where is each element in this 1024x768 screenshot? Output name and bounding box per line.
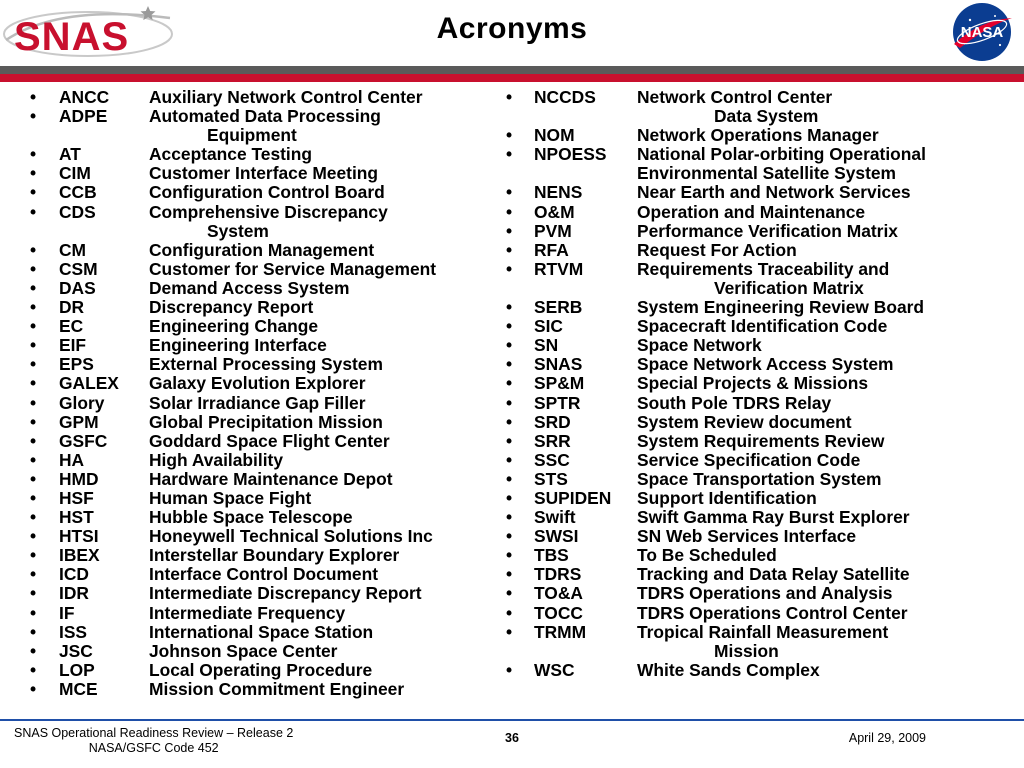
acronym-definition <box>30 451 500 470</box>
acronym-abbreviation: GALEX <box>59 373 119 394</box>
acronym-abbreviation: GSFC <box>59 430 108 451</box>
bullet-icon: • <box>506 354 513 375</box>
acronym-abbreviation: SERB <box>534 297 583 318</box>
acronym-definition-text: External Processing System <box>149 354 383 375</box>
acronym-abbreviation: CDS <box>59 201 96 222</box>
acronym-definition-continuation: Environmental Satellite System <box>637 163 897 184</box>
acronym-definition <box>506 355 1016 374</box>
bullet-icon: • <box>506 392 513 413</box>
bullet-icon: • <box>30 507 37 528</box>
acronym-definition-text: Comprehensive Discrepancy <box>149 201 388 222</box>
acronym-abbreviation: TO&A <box>534 583 583 604</box>
acronym-row <box>30 241 500 260</box>
acronym-definition-continuation: Equipment <box>207 125 297 146</box>
acronym-abbreviation: SRR <box>534 430 571 451</box>
bullet-icon: • <box>30 602 37 623</box>
bullet-icon: • <box>30 106 37 127</box>
acronym-abbreviation: SP&M <box>534 373 585 394</box>
acronym-row <box>506 508 1016 527</box>
acronym-definition <box>506 661 1016 680</box>
acronym-row <box>30 489 500 508</box>
bullet-icon: • <box>30 239 37 260</box>
acronym-definition-text: Auxiliary Network Control Center <box>149 87 423 107</box>
acronym-definition-text: Operation and Maintenance <box>637 201 866 222</box>
acronym-row <box>30 164 500 183</box>
bullet-icon: • <box>30 659 37 680</box>
acronym-definition-text: Support Identification <box>637 487 817 508</box>
acronym-definition <box>506 336 1016 355</box>
acronym-definition <box>30 241 500 260</box>
bullet-icon: • <box>30 182 37 203</box>
acronym-abbreviation: EPS <box>59 354 94 375</box>
acronym-definition <box>506 546 1016 565</box>
acronym-abbreviation: CM <box>59 239 87 260</box>
acronym-row <box>30 336 500 355</box>
acronym-abbreviation: IBEX <box>59 545 100 566</box>
bullet-icon: • <box>506 239 513 260</box>
acronym-row <box>506 661 1016 680</box>
bullet-icon: • <box>30 487 37 508</box>
acronym-row <box>30 604 500 623</box>
acronym-row <box>30 546 500 565</box>
acronym-row <box>30 279 500 298</box>
acronym-row <box>30 394 500 413</box>
acronym-definition-text: Local Operating Procedure <box>149 659 373 680</box>
acronym-row <box>30 107 500 145</box>
acronym-definition-text: Interstellar Boundary Explorer <box>149 545 400 566</box>
acronym-row <box>30 432 500 451</box>
acronym-definition-text: To Be Scheduled <box>637 545 777 566</box>
bullet-icon: • <box>30 449 37 470</box>
acronym-row <box>30 527 500 546</box>
acronym-row <box>506 298 1016 317</box>
acronym-row <box>506 222 1016 241</box>
acronym-row <box>506 413 1016 432</box>
acronym-definition-text: National Polar-orbiting Operational <box>637 144 926 165</box>
nasa-logo <box>940 0 1024 66</box>
acronym-definition <box>30 203 500 241</box>
acronym-row <box>30 183 500 202</box>
slide-header <box>0 0 1024 66</box>
bullet-icon: • <box>30 583 37 604</box>
acronym-row <box>506 88 1016 126</box>
acronym-row <box>30 317 500 336</box>
acronym-abbreviation: PVM <box>534 220 572 241</box>
acronym-definition-text: TDRS Operations Control Center <box>637 602 908 623</box>
bullet-icon: • <box>506 526 513 547</box>
bullet-icon: • <box>506 258 513 279</box>
acronym-definition-text: Honeywell Technical Solutions Inc <box>149 526 433 547</box>
bullet-icon: • <box>30 564 37 585</box>
bullet-icon: • <box>506 125 513 146</box>
acronym-row <box>506 183 1016 202</box>
bullet-icon: • <box>506 449 513 470</box>
acronym-row <box>30 145 500 164</box>
bullet-icon: • <box>506 545 513 566</box>
acronym-row <box>30 565 500 584</box>
acronym-abbreviation: EIF <box>59 335 87 356</box>
acronym-abbreviation: LOP <box>59 659 95 680</box>
acronym-row <box>506 145 1016 183</box>
bullet-icon: • <box>30 163 37 184</box>
acronym-definition-text: White Sands Complex <box>637 659 820 680</box>
acronym-definition <box>30 470 500 489</box>
acronym-definition <box>506 183 1016 202</box>
acronym-definition-text: Requirements Traceability and <box>637 258 890 279</box>
acronym-definition-text: Near Earth and Network Services <box>637 182 911 203</box>
acronym-definition-text: Performance Verification Matrix <box>637 220 898 241</box>
acronym-abbreviation: ISS <box>59 621 88 642</box>
acronym-definition-text: Tracking and Data Relay Satellite <box>637 564 910 585</box>
acronym-definition-text: Customer Interface Meeting <box>149 163 379 184</box>
acronym-row <box>506 432 1016 451</box>
bullet-icon: • <box>506 144 513 165</box>
acronym-definition <box>30 489 500 508</box>
acronym-row <box>30 413 500 432</box>
acronym-abbreviation: MCE <box>59 678 98 699</box>
acronym-definition-text: High Availability <box>149 449 283 470</box>
acronym-definition-text: Customer for Service Management <box>149 258 437 279</box>
acronym-abbreviation: DR <box>59 297 85 318</box>
acronym-abbreviation: NPOESS <box>534 144 607 165</box>
acronym-definition <box>506 432 1016 451</box>
acronym-row <box>506 451 1016 470</box>
acronym-definition <box>506 222 1016 241</box>
acronym-definition-text: Hubble Space Telescope <box>149 507 353 528</box>
bullet-icon: • <box>30 468 37 489</box>
acronym-row <box>506 260 1016 298</box>
bullet-icon: • <box>506 430 513 451</box>
acronym-definition-text: System Engineering Review Board <box>637 297 925 318</box>
acronym-abbreviation: JSC <box>59 640 93 661</box>
acronym-row <box>506 489 1016 508</box>
acronym-definition-text: Global Precipitation Mission <box>149 411 383 432</box>
acronym-abbreviation: DAS <box>59 277 96 298</box>
bullet-icon: • <box>506 564 513 585</box>
acronym-abbreviation: TOCC <box>534 602 583 623</box>
bullet-icon: • <box>506 411 513 432</box>
bullet-icon: • <box>30 392 37 413</box>
acronym-row <box>506 317 1016 336</box>
acronym-definition-text: TDRS Operations and Analysis <box>637 583 893 604</box>
acronym-row <box>506 374 1016 393</box>
acronym-definition <box>30 584 500 603</box>
acronym-definition <box>506 298 1016 317</box>
acronym-definition <box>30 145 500 164</box>
acronym-definition-text: Service Specification Code <box>637 449 861 470</box>
acronym-definition <box>506 527 1016 546</box>
bullet-icon: • <box>30 526 37 547</box>
acronym-definition-text: Johnson Space Center <box>149 640 338 661</box>
footer-line-1: SNAS Operational Readiness Review – Release 2 <box>14 726 294 740</box>
acronym-abbreviation: TRMM <box>534 621 587 642</box>
bullet-icon: • <box>30 201 37 222</box>
acronym-abbreviation: SIC <box>534 316 563 337</box>
acronym-abbreviation: HST <box>59 507 94 528</box>
acronym-row <box>506 584 1016 603</box>
acronym-abbreviation: EC <box>59 316 84 337</box>
acronym-definition-text: Acceptance Testing <box>149 144 313 165</box>
acronym-definition <box>30 508 500 527</box>
acronym-definition <box>506 508 1016 527</box>
bullet-icon: • <box>506 201 513 222</box>
acronym-abbreviation: Glory <box>59 392 105 413</box>
acronym-definition-text: Tropical Rainfall Measurement <box>637 621 889 642</box>
acronym-abbreviation: CIM <box>59 163 91 184</box>
acronym-definition <box>30 298 500 317</box>
acronym-row <box>30 584 500 603</box>
acronym-definition-text: Space Transportation System <box>637 468 882 489</box>
acronym-definition-text: Interface Control Document <box>149 564 378 585</box>
bullet-icon: • <box>30 373 37 394</box>
acronym-definition <box>30 164 500 183</box>
acronym-row <box>30 623 500 642</box>
acronym-definition <box>30 279 500 298</box>
acronym-abbreviation: RTVM <box>534 258 584 279</box>
acronym-row <box>506 336 1016 355</box>
acronym-definition-text: South Pole TDRS Relay <box>637 392 832 413</box>
acronym-row <box>30 508 500 527</box>
acronym-definition <box>30 527 500 546</box>
header-divider-dark <box>0 66 1024 74</box>
acronym-abbreviation: ADPE <box>59 106 108 127</box>
acronym-definition <box>506 470 1016 489</box>
acronym-abbreviation: HSF <box>59 487 94 508</box>
svg-text:SNAS: SNAS <box>14 15 130 59</box>
acronym-row <box>30 470 500 489</box>
acronym-abbreviation: AT <box>59 144 81 165</box>
acronym-definition-text: Intermediate Frequency <box>149 602 346 623</box>
bullet-icon: • <box>30 354 37 375</box>
acronym-definition <box>506 451 1016 470</box>
acronym-definition-text: Space Network <box>637 335 762 356</box>
acronym-definition-text: Special Projects & Missions <box>637 373 868 394</box>
acronym-abbreviation: CSM <box>59 258 98 279</box>
acronym-list-right <box>506 88 1016 680</box>
acronym-row <box>506 604 1016 623</box>
acronym-definition-text: SN Web Services Interface <box>637 526 857 547</box>
acronym-definition <box>506 565 1016 584</box>
bullet-icon: • <box>30 411 37 432</box>
acronym-definition <box>30 680 500 699</box>
bullet-icon: • <box>506 335 513 356</box>
acronym-definition <box>30 260 500 279</box>
acronym-abbreviation: STS <box>534 468 568 489</box>
bullet-icon: • <box>30 87 37 107</box>
bullet-icon: • <box>30 316 37 337</box>
bullet-icon: • <box>506 373 513 394</box>
acronym-abbreviation: IDR <box>59 583 89 604</box>
acronym-row <box>506 394 1016 413</box>
acronym-definition-continuation: System <box>207 220 269 241</box>
footer-date: April 29, 2009 <box>848 731 926 745</box>
acronym-definition-text: Request For Action <box>637 239 797 260</box>
acronym-abbreviation: NOM <box>534 125 575 146</box>
acronym-abbreviation: SUPIDEN <box>534 487 612 508</box>
acronym-definition-continuation: Mission <box>714 640 779 661</box>
acronym-row <box>506 470 1016 489</box>
acronym-abbreviation: HMD <box>59 468 99 489</box>
acronym-abbreviation: CCB <box>59 182 97 203</box>
acronym-row <box>30 374 500 393</box>
acronym-definition-text: Galaxy Evolution Explorer <box>149 373 366 394</box>
acronym-abbreviation: ANCC <box>59 87 110 107</box>
acronym-definition-text: Network Operations Manager <box>637 125 879 146</box>
bullet-icon: • <box>506 297 513 318</box>
acronym-row <box>506 623 1016 661</box>
acronym-definition-text: Demand Access System <box>149 277 350 298</box>
acronym-abbreviation: TDRS <box>534 564 582 585</box>
acronym-abbreviation: SNAS <box>534 354 583 375</box>
acronym-definition-text: Spacecraft Identification Code <box>637 316 888 337</box>
acronym-definition-text: Space Network Access System <box>637 354 894 375</box>
acronym-definition <box>30 413 500 432</box>
acronym-definition <box>506 241 1016 260</box>
acronym-row <box>30 203 500 241</box>
bullet-icon: • <box>30 430 37 451</box>
bullet-icon: • <box>30 258 37 279</box>
acronym-row <box>30 661 500 680</box>
acronym-abbreviation: GPM <box>59 411 99 432</box>
acronym-row <box>506 126 1016 145</box>
acronym-row <box>30 355 500 374</box>
bullet-icon: • <box>30 297 37 318</box>
acronym-abbreviation: SSC <box>534 449 570 470</box>
acronym-abbreviation: SPTR <box>534 392 581 413</box>
acronym-definition-text: Hardware Maintenance Depot <box>149 468 393 489</box>
acronym-definition <box>30 604 500 623</box>
bullet-icon: • <box>30 277 37 298</box>
acronym-definition-text: Configuration Control Board <box>149 182 385 203</box>
acronym-abbreviation: ICD <box>59 564 89 585</box>
acronym-definition <box>506 317 1016 336</box>
page-title: Acronyms <box>436 12 588 45</box>
bullet-icon: • <box>506 220 513 241</box>
acronym-definition-text: Configuration Management <box>149 239 375 260</box>
footer-line-2: NASA/GSFC Code 452 <box>88 741 219 755</box>
acronym-definition-text: Engineering Change <box>149 316 319 337</box>
acronym-definition <box>30 661 500 680</box>
bullet-icon: • <box>506 316 513 337</box>
acronym-row <box>506 203 1016 222</box>
acronym-abbreviation: Swift <box>534 507 576 528</box>
acronym-definition <box>506 413 1016 432</box>
acronym-definition-text: Mission Commitment Engineer <box>149 678 405 699</box>
acronym-definition <box>30 336 500 355</box>
acronym-definition <box>30 623 500 642</box>
acronym-definition <box>506 203 1016 222</box>
acronym-abbreviation: O&M <box>534 201 575 222</box>
acronym-definition <box>30 546 500 565</box>
footer-divider <box>0 719 1024 721</box>
acronym-row <box>30 642 500 661</box>
acronym-definition-text: International Space Station <box>149 621 374 642</box>
acronym-abbreviation: WSC <box>534 659 575 680</box>
bullet-icon: • <box>506 487 513 508</box>
acronym-definition-text: Human Space Fight <box>149 487 312 508</box>
acronym-definition <box>30 317 500 336</box>
acronym-row <box>506 565 1016 584</box>
bullet-icon: • <box>506 659 513 680</box>
acronym-definition-text: Network Control Center <box>637 87 833 107</box>
acronym-definition-text: Discrepancy Report <box>149 297 314 318</box>
header-divider-red <box>0 74 1024 82</box>
acronym-definition-text: Intermediate Discrepancy Report <box>149 583 422 604</box>
acronym-abbreviation: SN <box>534 335 559 356</box>
acronym-row <box>30 680 500 699</box>
acronym-definition <box>30 355 500 374</box>
acronym-row <box>30 298 500 317</box>
bullet-icon: • <box>30 545 37 566</box>
bullet-icon: • <box>506 182 513 203</box>
bullet-icon: • <box>30 335 37 356</box>
acronym-row <box>30 88 500 107</box>
bullet-icon: • <box>506 507 513 528</box>
acronym-definition-text: Engineering Interface <box>149 335 327 356</box>
acronym-definition <box>506 394 1016 413</box>
acronym-row <box>30 451 500 470</box>
acronym-row <box>506 241 1016 260</box>
svg-text:NASA: NASA <box>960 24 1004 41</box>
bullet-icon: • <box>30 640 37 661</box>
acronym-abbreviation: SWSI <box>534 526 579 547</box>
bullet-icon: • <box>30 144 37 165</box>
acronym-row <box>506 527 1016 546</box>
acronym-definition <box>30 642 500 661</box>
acronym-definition-text: System Requirements Review <box>637 430 885 451</box>
acronym-abbreviation: TBS <box>534 545 569 566</box>
bullet-icon: • <box>506 87 513 107</box>
bullet-icon: • <box>506 602 513 623</box>
acronym-row <box>506 355 1016 374</box>
bullet-icon: • <box>30 678 37 699</box>
acronym-definition-continuation: Verification Matrix <box>714 277 864 298</box>
acronym-abbreviation: SRD <box>534 411 571 432</box>
bullet-icon: • <box>506 621 513 642</box>
acronym-definition <box>506 126 1016 145</box>
acronym-definition-text: Automated Data Processing <box>149 106 381 127</box>
acronym-definition-text: Solar Irradiance Gap Filler <box>149 392 366 413</box>
acronym-list-left <box>30 88 500 699</box>
acronym-definition-continuation: Data System <box>714 106 819 127</box>
bullet-icon: • <box>30 621 37 642</box>
acronym-definition-text: Swift Gamma Ray Burst Explorer <box>637 507 910 528</box>
bullet-icon: • <box>506 468 513 489</box>
acronym-abbreviation: HA <box>59 449 85 470</box>
acronym-abbreviation: IF <box>59 602 75 623</box>
acronym-row <box>506 546 1016 565</box>
acronym-definition-text: System Review document <box>637 411 852 432</box>
acronym-definition <box>30 183 500 202</box>
acronym-row <box>30 260 500 279</box>
bullet-icon: • <box>506 583 513 604</box>
acronym-definition-text: Goddard Space Flight Center <box>149 430 390 451</box>
acronym-abbreviation: NCCDS <box>534 87 596 107</box>
acronym-abbreviation: HTSI <box>59 526 99 547</box>
acronym-abbreviation: RFA <box>534 239 569 260</box>
page-number: 36 <box>505 731 519 745</box>
acronym-definition <box>30 565 500 584</box>
acronym-abbreviation: NENS <box>534 182 583 203</box>
